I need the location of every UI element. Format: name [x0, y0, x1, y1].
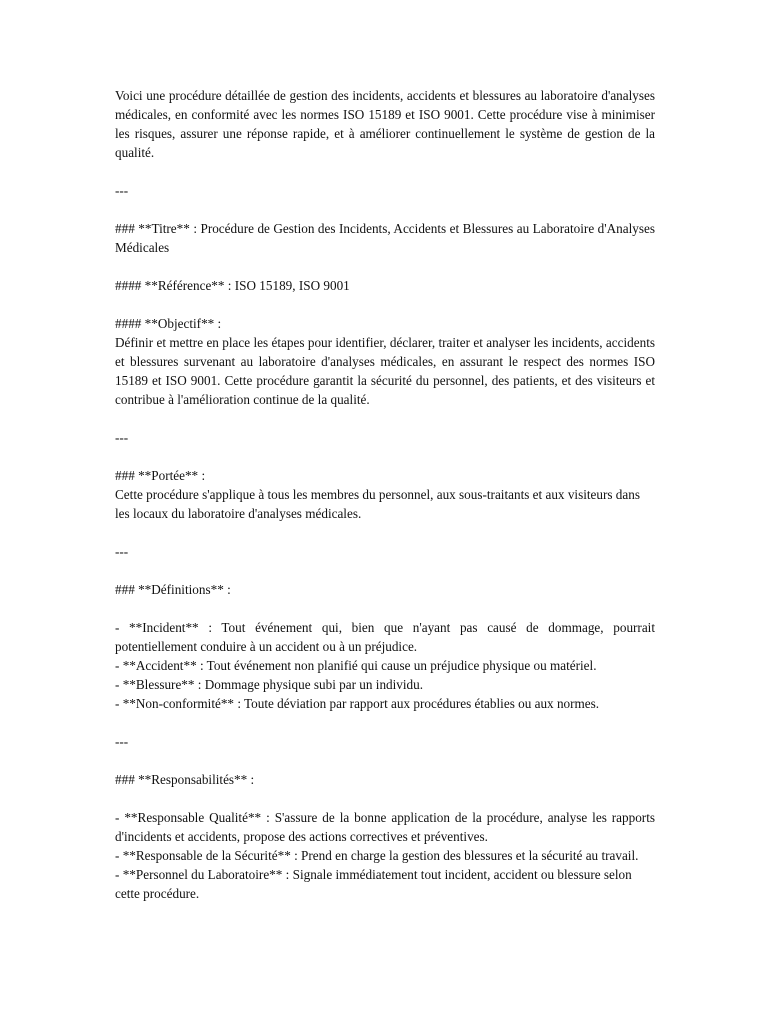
title-heading: ### **Titre** : Procédure de Gestion des Incidents, Accidents et Blessures au Laboratoire d'Analyses Médicales [115, 221, 655, 255]
responsabilite-item: - **Responsable Qualité** : S'assure de la bonne application de la procédure, analyse les rapports d'incidents et accidents, propose des actions correctives et préventives. [115, 810, 655, 844]
responsabilite-item: - **Personnel du Laboratoire** : Signale immédiatement tout incident, accident ou blessure selon cette procédure. [115, 867, 632, 901]
intro-paragraph: Voici une procédure détaillée de gestion des incidents, accidents et blessures au laboratoire d'analyses médicales, en conformité avec les normes ISO 15189 et ISO 9001. Cette procédure vise à minimiser les risques, assurer une réponse rapide, et à améliorer continuellement le système de gestion de la qualité. [115, 88, 655, 160]
portee-heading: ### **Portée** : [115, 468, 206, 483]
objectif-heading: #### **Objectif** : [115, 316, 222, 331]
separator-4: --- [115, 734, 129, 749]
responsabilite-item: - **Responsable de la Sécurité** : Prend en charge la gestion des blessures et la sécurité au travail. [115, 848, 639, 863]
definition-item: - **Incident** : Tout événement qui, bien que n'ayant pas causé de dommage, pourrait potentiellement conduire à un accident ou à un préjudice. [115, 620, 655, 654]
separator-3: --- [115, 544, 129, 559]
definitions-heading: ### **Définitions** : [115, 582, 231, 597]
definition-item: - **Non-conformité** : Toute déviation par rapport aux procédures établies ou aux normes. [115, 696, 600, 711]
document-page [115, 86, 655, 903]
responsabilites-heading: ### **Responsabilités** : [115, 772, 255, 787]
separator-2: --- [115, 430, 129, 445]
separator-1: --- [115, 183, 129, 198]
objectif-paragraph: Définir et mettre en place les étapes pour identifier, déclarer, traiter et analyser les incidents, accidents et blessures survenant au laboratoire d'analyses médicales, en assurant le respect des normes ISO 15189 et ISO 9001. Cette procédure garantit la sécurité du personnel, des patients, et des visiteurs et contribue à l'amélioration continue de la qualité. [115, 335, 655, 407]
definition-item: - **Accident** : Tout événement non planifié qui cause un préjudice physique ou matériel. [115, 658, 597, 673]
portee-paragraph: Cette procédure s'applique à tous les membres du personnel, aux sous-traitants et aux visiteurs dans les locaux du laboratoire d'analyses médicales. [115, 487, 640, 521]
reference-heading: #### **Référence** : ISO 15189, ISO 9001 [115, 278, 350, 293]
definition-item: - **Blessure** : Dommage physique subi par un individu. [115, 677, 424, 692]
